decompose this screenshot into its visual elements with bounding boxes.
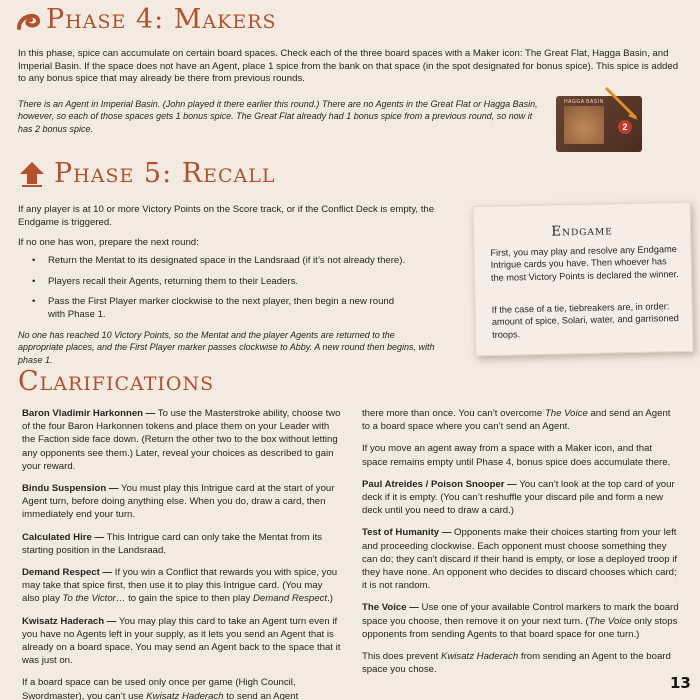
endgame-box xyxy=(472,202,693,357)
sandworm-icon xyxy=(16,8,42,34)
clarification-item: The Voice — Use one of your available Control markers to mark the board space you choose, then remove it on your next turn. (The Voice only stops opponents from sending Agents to that board space for one turn.) xyxy=(362,602,679,640)
clarification-item: Calculated Hire — This Intrigue card can only take the Mentat from its starting position in the Landsraad. xyxy=(22,531,323,556)
bullet-item: • Return the Mentat to its designated space in the Landsraad (if it’s not already there). xyxy=(32,255,406,266)
bullet-item: • Pass the First Player marker clockwise to the next player, then begin a new round with Phase 1. xyxy=(32,296,395,320)
endgame-title: Endgame xyxy=(551,222,613,240)
clarification-item: there more than once. You can’t overcome The Voice and send an Agent to a board space where you can’t send an Agent. xyxy=(362,408,671,433)
clarification-item: If a board space can be used only once per game (High Council, Swordmaster), you can’t use Kwisatz Haderach to send an Agent xyxy=(22,677,299,700)
phase5-body2: If no one has won, prepare the next round: xyxy=(18,237,199,248)
phase5-example: No one has reached 10 Victory Points, so the Mentat and the player Agents are returned to the appropriate places, and the First Player marker passes clockwise to Abby. A new round then begins, with phase 1. xyxy=(18,330,435,365)
desert-illustration xyxy=(564,106,604,144)
clarifications-title: Clarifications xyxy=(18,366,215,397)
page-number: 13 xyxy=(670,674,691,692)
clarification-item: If you move an agent away from a space with a Maker icon, and that space remains empty until Phase 4, bonus spice does accumulate there. xyxy=(362,443,671,468)
endgame-p2: If the case of a tie, tiebreakers are, in order: amount of spice, Solari, water, and garrisoned troops. xyxy=(491,301,679,340)
clarifications-right-column xyxy=(362,407,680,685)
phase5-title: Phase 5: Recall xyxy=(54,158,276,189)
clarification-item: Baron Vladimir Harkonnen — To use the Masterstroke ability, choose two of the four Baron Harkonnen tokens and place them on your Leader with the Faction side face down. (Return the other two to the box without letting any opponents see them.) Later, reveal your choices as described to gain your reward. xyxy=(22,408,341,472)
clarification-item: This does prevent Kwisatz Haderach from sending an Agent to the board space you chose. xyxy=(362,651,671,676)
phase4-body: In this phase, spice can accumulate on certain board spaces. Check each of the three board spaces with a Maker icon: The Great Flat, Hagga Basin, and Imperial Basin. If the space does not have an Agent, place 1 spice from the bank on that space (in the spot designated for bonus spice). This spice is added to any bonus spice that may already be there from previous rounds. xyxy=(18,48,679,84)
clarification-item: Kwisatz Haderach — You may play this card to take an Agent turn even if you have no Agents left in your supply, as it lets you send an Agent that is already on a board space. You may send an Agent back to the space that it was just on. xyxy=(22,615,341,667)
clarification-item: Demand Respect — If you win a Conflict that rewards you with spice, you may take that spice first, then use it to play this Intrigue card. (You may also play To the Victor… to gain the spice to then play Demand Respect.) xyxy=(22,567,338,605)
clarification-item: Bindu Suspension — You must play this Intrigue card at the start of your Agent turn, before doing anything else. When you do, draw a card, then immediately end your turn. xyxy=(22,483,335,521)
arrow-icon xyxy=(602,86,642,126)
bullet-item: • Players recall their Agents, returning them to their Leaders. xyxy=(32,276,299,287)
endgame-p1: First, you may play and resolve any Endgame Intrigue cards you have. Then whoever has the most Victory Points is declared the winner. xyxy=(490,244,679,283)
phase5-body1: If any player is at 10 or more Victory Points on the Score track, or if the Conflict Deck is empty, the Endgame is triggered. xyxy=(18,204,435,228)
phase4-example: There is an Agent in Imperial Basin. (John played it there earlier this round.) There are no Agents in the Great Flat or Hagga Basin, however, so each of those spaces gets 1 bonus spice. The Great Flat already had 1 bonus spice from a previous round, so now it has 2 bonus spice. xyxy=(18,99,538,134)
clarifications-left-column xyxy=(22,407,342,700)
hagga-basin-card: HAGGA BASIN 2 xyxy=(556,96,642,152)
clarification-item: Test of Humanity — Opponents make their choices starting from your left and proceeding clockwise. Each opponent must choose something they can do; they can’t discard if their hand is empty, or lose a deployed troop if they have none. An opponent who decides to discard chooses which card; it is not random. xyxy=(362,527,677,592)
spice-counter: 2 xyxy=(618,120,632,134)
phase4-title: Phase 4: Makers xyxy=(46,4,277,35)
recall-arrow-icon xyxy=(18,160,46,188)
clarification-item: Paul Atreides / Poison Snooper — You can’t look at the top card of your deck if it is empty. (You can’t reshuffle your discard pile and form a new deck until you need to draw a card.) xyxy=(362,478,675,517)
